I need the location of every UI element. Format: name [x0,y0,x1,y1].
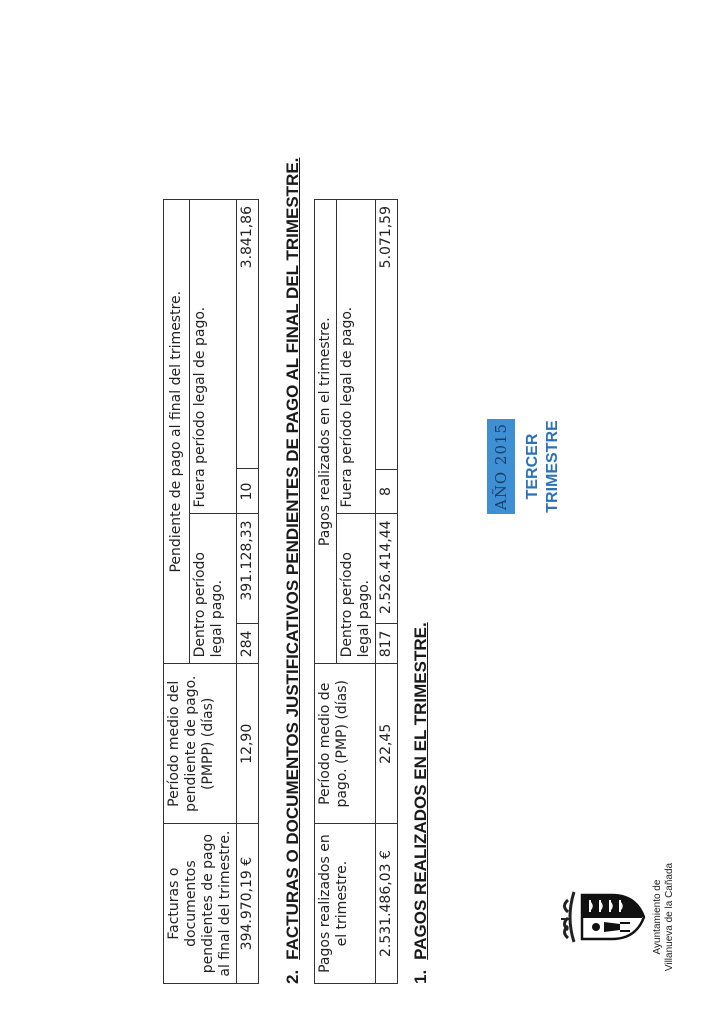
period-label-line2: TRIMESTRE [544,420,561,513]
section2-number: 2. [283,969,302,984]
pending-group-header: Pendiente de pago al final del trimestre. [164,200,190,664]
section2-heading [283,158,303,984]
municipality-name-line1: Ayuntamiento de [652,879,663,955]
invoices-value-cell: 394.970,19 € [237,824,259,984]
within-legal-header: Dentro período legal pago. [337,514,376,664]
section1-title: PAGOS REALIZADOS EN EL TRIMESTRE. [411,622,430,960]
outside-legal-header: Fuera período legal de pago. [190,200,237,514]
payments-header-cell: Pagos realizados en el trimestre. [315,824,376,984]
section1-heading [411,622,431,984]
pmpp-value-cell: 12,90 [237,664,259,824]
table-row [376,200,398,984]
pmp-header-cell: Período medio de pago. (PMP) (días) [315,664,376,824]
section1-number: 1. [411,969,430,984]
table-row [237,200,259,984]
within-count-cell: 284 [237,624,259,664]
payments-table [314,199,398,984]
within-amount-cell: 391.128,33 [237,514,259,624]
outside-count-cell: 8 [376,469,398,514]
table-row [164,200,190,984]
section2-title: FACTURAS O DOCUMENTOS JUSTIFICATIVOS PENDIENTES DE PAGO AL FINAL DEL TRIMESTRE. [283,157,302,960]
invoices-header-cell: Facturas o documentos pendientes de pago al final del trimestre. [164,824,237,984]
payments-value-cell: 2.531.486,03 € [376,824,398,984]
table-row [315,200,337,984]
within-count-cell: 817 [376,624,398,664]
within-amount-cell: 2.526.414,44 [376,514,398,624]
coat-of-arms-icon [560,862,650,972]
municipality-logo [560,862,680,972]
outside-amount-cell: 5.071,59 [376,200,398,470]
within-legal-header: Dentro período legal pago. [190,514,237,664]
payments-group-header: Pagos realizados en el trimestre. [315,200,337,664]
pmpp-header-cell: Período medio del pendiente de pago. (PMPP) (días) [164,664,237,824]
municipality-name-line2: Villanueva de la Cañada [664,862,675,972]
period-label-line1: TERCER [524,433,541,500]
outside-count-cell: 10 [237,469,259,514]
outside-legal-header: Fuera período legal de pago. [337,200,376,514]
outside-amount-cell: 3.841,86 [237,200,259,470]
year-badge-label: AÑO 2015 [492,422,510,511]
pending-invoices-table [163,199,259,984]
pmp-value-cell: 22,45 [376,664,398,824]
year-badge [487,419,515,514]
